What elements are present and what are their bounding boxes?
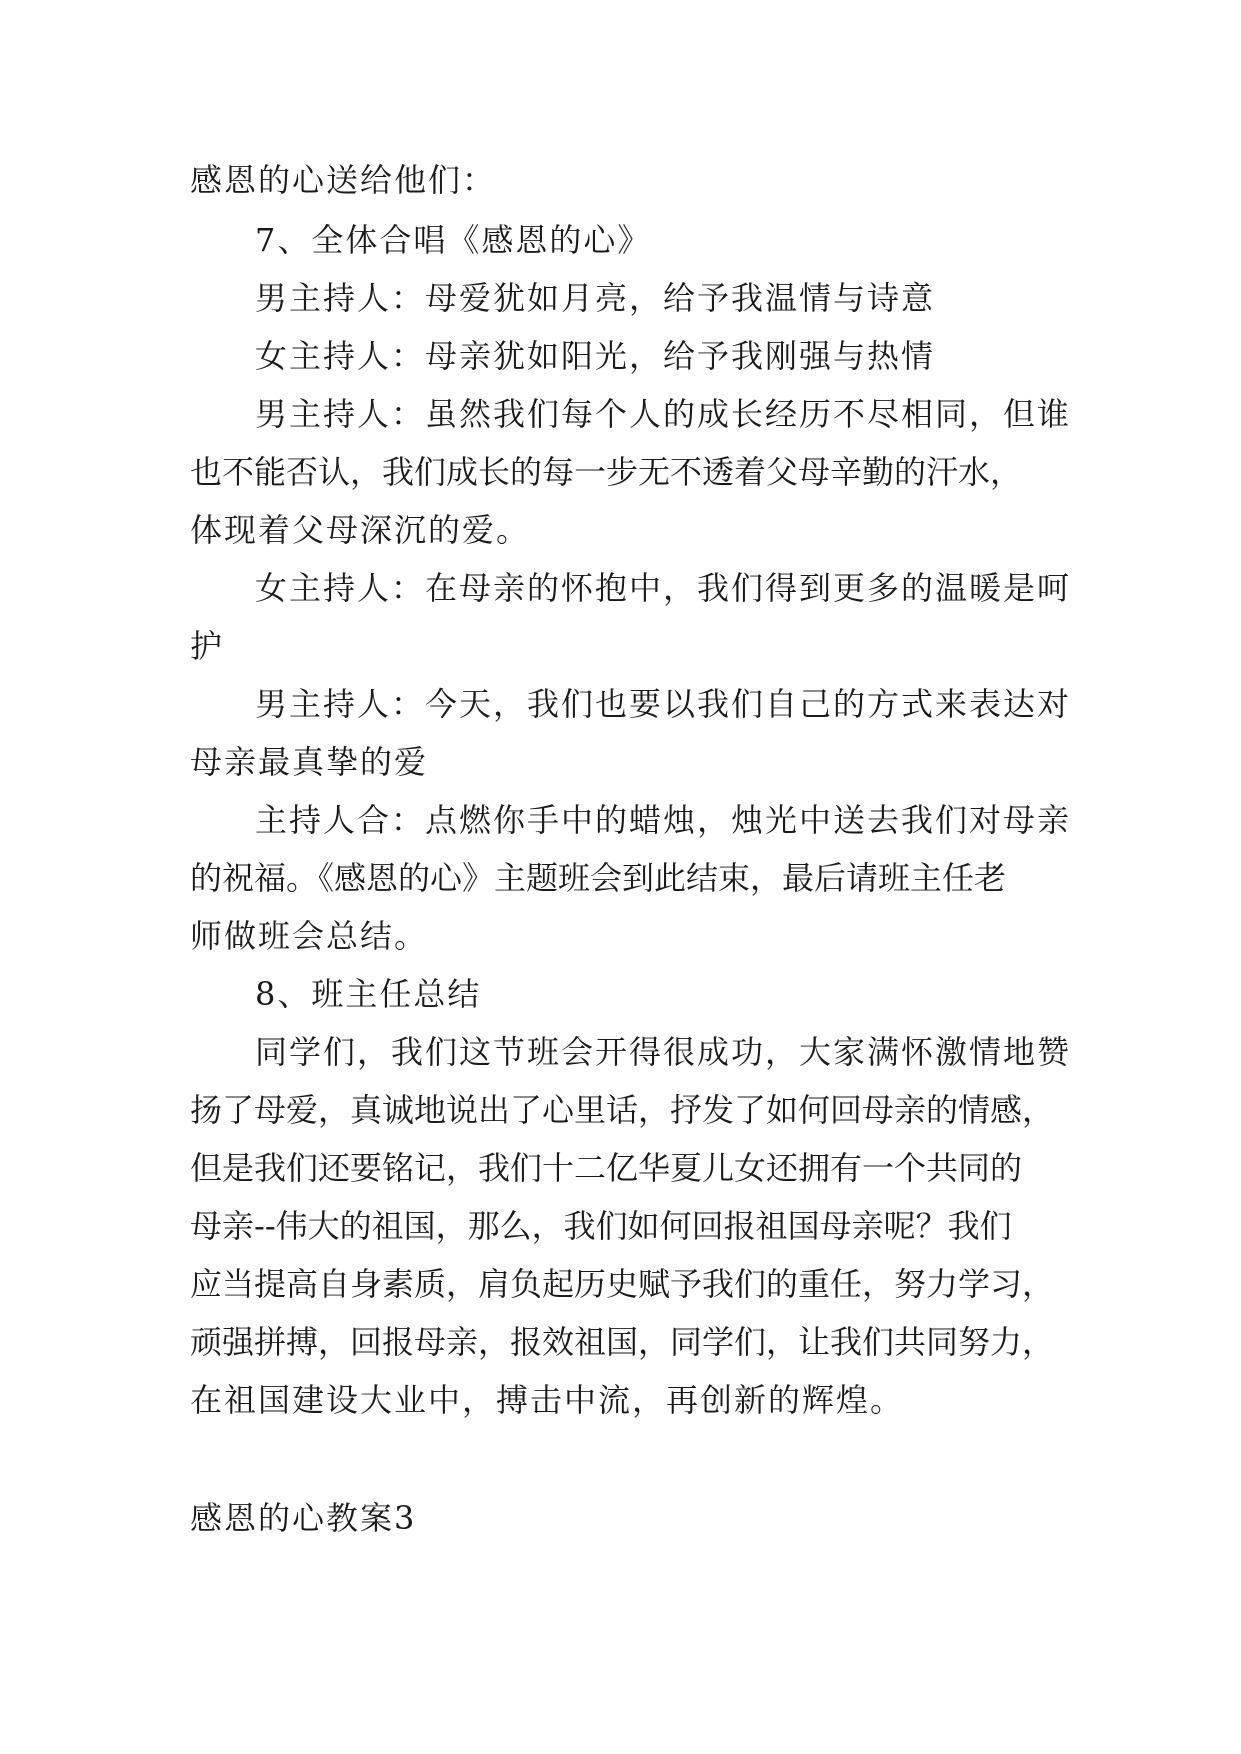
paragraph-line: 师做班会总结。: [190, 917, 429, 955]
paragraph-line: 男主持人：今天，我们也要以我们自己的方式来表达对: [255, 685, 1072, 723]
paragraph-line: 顽强拼搏，回报母亲，报效祖国，同学们，让我们共同努力，: [190, 1323, 1055, 1361]
paragraph-line: 母亲最真挚的爱: [190, 743, 429, 781]
paragraph-line: 在祖国建设大业中，搏击中流，再创新的辉煌。: [190, 1381, 905, 1419]
paragraph-line: 的祝福。《感恩的心》主题班会到此结束，最后请班主任老: [190, 859, 1007, 897]
paragraph-line: 主持人合：点燃你手中的蜡烛，烛光中送去我们对母亲: [255, 801, 1072, 839]
paragraph-line: 女主持人：母亲犹如阳光，给予我刚强与热情: [255, 337, 936, 375]
paragraph-line: 男主持人：虽然我们每个人的成长经历不尽相同，但谁: [255, 395, 1072, 433]
paragraph-line: 母亲--伟大的祖国，那么，我们如何回报祖国母亲呢？我们: [190, 1207, 1012, 1245]
paragraph-line: 应当提高自身素质，肩负起历史赋予我们的重任，努力学习，: [190, 1265, 1055, 1303]
paragraph-line: 也不能否认，我们成长的每一步无不透着父母辛勤的汗水，: [190, 453, 1023, 491]
section-item-heading: 7、全体合唱《感恩的心》: [255, 221, 652, 259]
paragraph-line: 扬了母爱，真诚地说出了心里话，抒发了如何回母亲的情感，: [190, 1091, 1055, 1129]
paragraph-line: 体现着父母深沉的爱。: [190, 511, 531, 549]
paragraph-line: 男主持人：母爱犹如月亮，给予我温情与诗意: [255, 279, 936, 317]
section-heading: 感恩的心教案3: [190, 1499, 417, 1537]
paragraph-line: 但是我们还要铭记，我们十二亿华夏儿女还拥有一个共同的: [190, 1149, 1023, 1187]
paragraph-line: 护: [190, 627, 225, 665]
paragraph-line: 感恩的心送给他们：: [190, 161, 497, 199]
paragraph-line: 女主持人：在母亲的怀抱中，我们得到更多的温暖是呵: [255, 569, 1072, 607]
paragraph-line: 同学们，我们这节班会开得很成功，大家满怀激情地赞: [255, 1033, 1072, 1071]
section-item-heading: 8、班主任总结: [255, 975, 482, 1013]
